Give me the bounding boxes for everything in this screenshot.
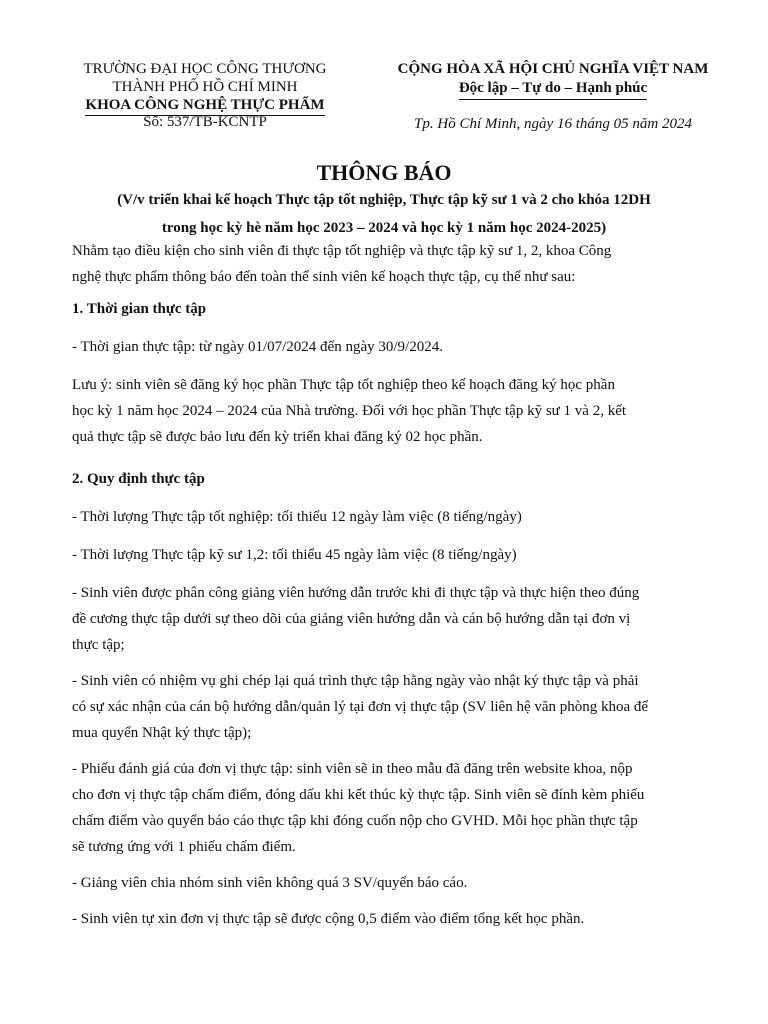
section-1-heading: 1. Thời gian thực tập (72, 301, 207, 317)
university-name: TRƯỜNG ĐẠI HỌC CÔNG THƯƠNG (83, 61, 327, 77)
national-header (368, 60, 738, 100)
rule-item-4-line-2: có sự xác nhận của cán bộ hướng dẫn/quản lý tại đơn vị thực tập (SV liên hệ văn phòng khoa để (72, 699, 649, 715)
subtitle-line-2: trong học kỳ hè năm học 2023 – 2024 và học kỳ 1 năm học 2024-2025) (161, 220, 607, 236)
rule-item-4-line-1: - Sinh viên có nhiệm vụ ghi chép lại quá trình thực tập hằng ngày vào nhật ký thực tập và phải (72, 673, 639, 689)
section-2-heading: 2. Quy định thực tập (72, 471, 205, 487)
section-1-note-line-2: học kỳ 1 năm học 2024 – 2024 của Nhà trường. Đối với học phần Thực tập kỹ sư 1 và 2, kết (72, 403, 627, 419)
section-1-note-line-1: Lưu ý: sinh viên sẽ đăng ký học phần Thực tập tốt nghiệp theo kế hoạch đăng ký học phần (72, 377, 615, 393)
document-subtitle (40, 186, 728, 242)
rule-item-5-line-3: chấm điểm vào quyển báo cáo thực tập khi đóng cuốn nộp cho GVHD. Mỗi học phần thực tập (72, 813, 638, 829)
issuer-header (40, 60, 370, 116)
rule-item-3-line-2: đề cương thực tập dưới sự theo dõi của giảng viên hướng dẫn và cán bộ hướng dẫn tại đơn vị (72, 611, 631, 627)
national-motto: Độc lập – Tự do – Hạnh phúc (368, 79, 738, 100)
rule-item-3-line-3: thực tập; (72, 637, 125, 653)
rule-item-5-line-2: cho đơn vị thực tập chấm điểm, đóng dấu khi kết thúc kỳ thực tập. Sinh viên sẽ đính kèm phiếu (72, 787, 645, 803)
section-1-note-line-3: quả thực tập sẽ được bảo lưu đến kỳ triển khai đăng ký 02 học phần. (72, 429, 483, 445)
rule-item-3-line-1: - Sinh viên được phân công giảng viên hướng dẫn trước khi đi thực tập và thực hiện theo đúng (72, 585, 640, 601)
rule-item-5-line-4: sẽ tương ứng với 1 phiếu chấm điểm. (72, 839, 296, 855)
rule-item-7: - Sinh viên tự xin đơn vị thực tập sẽ được cộng 0,5 điểm vào điểm tổng kết học phần. (72, 911, 585, 927)
intro-line-2: nghệ thực phẩm thông báo đến toàn thể sinh viên kế hoạch thực tập, cụ thể như sau: (72, 269, 576, 285)
subtitle-line-1: (V/v triển khai kế hoạch Thực tập tốt nghiệp, Thực tập kỹ sư 1 và 2 cho khóa 12DH (117, 192, 651, 208)
section-1-time: - Thời gian thực tập: từ ngày 01/07/2024 đến ngày 30/9/2024. (72, 339, 443, 355)
city-name: THÀNH PHỐ HỒ CHÍ MINH (112, 79, 298, 95)
issue-date: Tp. Hồ Chí Minh, ngày 16 tháng 05 năm 2024 (414, 116, 692, 132)
intro-line-1: Nhằm tạo điều kiện cho sinh viên đi thực tập tốt nghiệp và thực tập kỹ sư 1, 2, khoa Công (72, 243, 612, 259)
rule-item-4-line-3: mua quyển Nhật ký thực tập); (72, 725, 252, 741)
rule-item-5-line-1: - Phiếu đánh giá của đơn vị thực tập: sinh viên sẽ in theo mẫu đã đăng trên website khoa, nộp (72, 761, 633, 777)
reference-number: Số: 537/TB-KCNTP (143, 114, 267, 130)
rule-item-1: - Thời lượng Thực tập tốt nghiệp: tối thiểu 12 ngày làm việc (8 tiếng/ngày) (72, 509, 522, 525)
rule-item-2: - Thời lượng Thực tập kỹ sư 1,2: tối thiểu 45 ngày làm việc (8 tiếng/ngày) (72, 547, 517, 563)
document-body (72, 238, 732, 932)
document-title: THÔNG BÁO (316, 160, 452, 185)
rule-item-6: - Giảng viên chia nhóm sinh viên không quá 3 SV/quyển báo cáo. (72, 875, 468, 891)
national-title: CỘNG HÒA XÃ HỘI CHỦ NGHĨA VIỆT NAM (397, 61, 709, 77)
faculty-name: KHOA CÔNG NGHỆ THỰC PHẨM (40, 96, 370, 116)
